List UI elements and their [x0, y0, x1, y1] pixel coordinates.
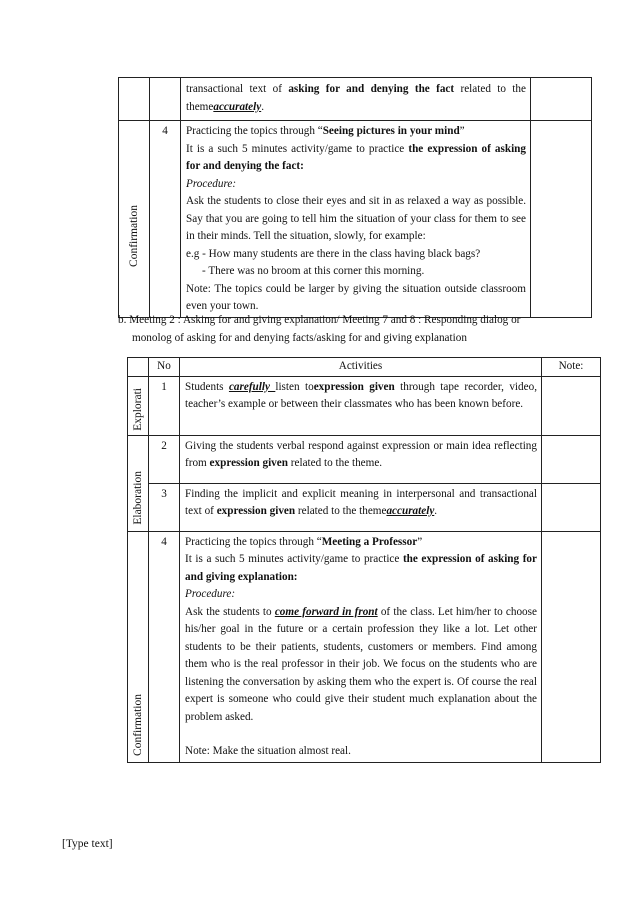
- note-cell: [542, 376, 601, 435]
- number-cell: 4: [150, 121, 181, 318]
- activity-text: ”: [459, 125, 465, 137]
- activity-cell: [180, 435, 542, 483]
- table-row: [119, 121, 592, 318]
- phase-cell: [128, 435, 149, 531]
- phase-cell: [128, 376, 149, 435]
- activity-emphasis: expression given: [209, 457, 288, 469]
- example-text: - There was no broom at this corner this morning.: [202, 265, 425, 277]
- activity-cell: [180, 483, 542, 531]
- number-cell: 4: [149, 531, 180, 762]
- activity-text: through tape recorder, video, teacher’s example or between their classmates who has been known before.: [185, 380, 537, 410]
- table-header-row: [128, 358, 601, 377]
- activity-emphasis: expression given: [216, 505, 296, 517]
- column-header: Note:: [542, 358, 601, 377]
- activity-emphasis: asking for and denying the fact: [288, 83, 455, 95]
- number-cell: 1: [149, 376, 180, 435]
- procedure-label: Procedure:: [186, 177, 237, 190]
- activity-text: Practicing the topics through “: [185, 535, 322, 548]
- table-row: [128, 483, 601, 531]
- table-row: [128, 376, 601, 435]
- table-row: [128, 531, 601, 762]
- number-cell: [150, 78, 181, 121]
- procedure-text: Ask the students to close their eyes and sit in as relaxed a way as possible. Say that you are going to tell him the situation of your class for them to see in their minds. Tell the situation, slowly, for example:: [186, 195, 526, 242]
- phase-label: Explorati: [132, 387, 144, 431]
- activity-title: Meeting a Professor: [321, 535, 418, 548]
- activity-text: Giving the students verbal respond against expression or main idea reflecting from: [185, 439, 537, 469]
- caption-line: monolog of asking for and denying facts/asking for and giving explanation: [132, 331, 467, 344]
- activity-cell: [181, 121, 531, 318]
- activity-title: Seeing pictures in your mind: [322, 125, 460, 137]
- number-cell: 3: [149, 483, 180, 531]
- note-cell: [531, 78, 592, 121]
- phase-label: Confirmation: [128, 204, 140, 267]
- activity-text: listen to: [275, 380, 314, 393]
- note-cell: [542, 435, 601, 483]
- activity-cell: [181, 78, 531, 121]
- activity-emphasis: accurately: [213, 100, 262, 113]
- activity-emphasis: expression given: [313, 380, 395, 393]
- activity-text: It is a such 5 minutes activity/game to practice: [186, 142, 409, 155]
- activity-emphasis: the expression of asking for and giving explanation:: [185, 553, 537, 583]
- table-row: [119, 78, 592, 121]
- activity-text: ”: [417, 535, 423, 548]
- activity-text: related to the theme: [186, 83, 526, 113]
- column-header: No: [149, 358, 180, 377]
- header-phase-cell: [128, 358, 149, 377]
- activity-text: transactional text of: [186, 83, 289, 95]
- note-cell: [531, 121, 592, 318]
- phase-label: Elaboration: [132, 470, 144, 525]
- activity-cell: [180, 531, 542, 762]
- page-footer: [Type text]: [62, 838, 113, 850]
- activity-text: related to the theme: [295, 505, 387, 517]
- activities-table: [127, 357, 601, 763]
- procedure-text: Ask the students to: [185, 605, 275, 618]
- note-cell: [542, 531, 601, 762]
- section-caption: [118, 312, 588, 347]
- activity-emphasis: the expression of asking for and denying the fact:: [186, 142, 526, 172]
- phase-cell: [119, 121, 150, 318]
- column-header: Activities: [180, 358, 542, 377]
- activity-text: related to the theme.: [287, 457, 383, 469]
- activity-emphasis: carefully: [228, 380, 276, 393]
- example-text: e.g - How many students are there in the class having black bags?: [186, 247, 481, 260]
- activity-text: Students: [185, 380, 229, 393]
- activity-emphasis: accurately: [386, 505, 435, 517]
- note-text: Note: Make the situation almost real.: [185, 745, 351, 757]
- activity-emphasis: come forward in front: [274, 605, 378, 618]
- note-text: Note: The topics could be larger by giving the situation outside classroom even your town.: [186, 282, 526, 312]
- table-row: [128, 435, 601, 483]
- caption-line: b. Meeting 2 : Asking for and giving explanation/ Meeting 7 and 8 : Responding dialog or: [118, 314, 521, 326]
- note-cell: [542, 483, 601, 531]
- activity-cell: [180, 376, 542, 435]
- phase-cell: [119, 78, 150, 121]
- activity-text: .: [434, 505, 438, 517]
- activity-text: Practicing the topics through “: [186, 125, 323, 137]
- activity-text: Finding the implicit and explicit meaning in interpersonal and transactional text of: [185, 487, 537, 517]
- activity-text: It is a such 5 minutes activity/game to practice: [185, 553, 403, 565]
- procedure-label: Procedure:: [185, 588, 236, 600]
- phase-label: Confirmation: [132, 693, 144, 756]
- activity-text: .: [261, 100, 264, 113]
- procedure-text: of the class. Let him/her to choose his/her goal in the future or a certain profession they like a lot. Let other students to be their patients, students, customers or members. Find among them who is the real professor in their job. We focus on the students who are listening the conversation by asking them who the expert is. Of course the real expert is someone who could give their student much explanation about the problem asked.: [185, 605, 537, 723]
- activities-table-continued: [118, 77, 592, 318]
- phase-cell: [128, 531, 149, 762]
- number-cell: 2: [149, 435, 180, 483]
